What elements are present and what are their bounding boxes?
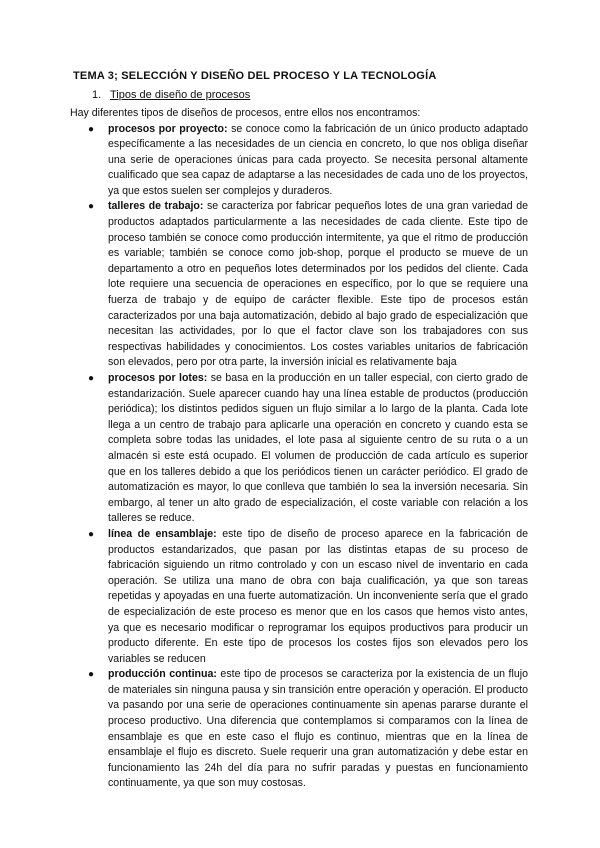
list-item-text: se basa en la producción en un taller especial, con cierto grado de estandarización. Suele aparecer cuando hay una línea estable de productos (producción periódica); los distintos pedidos siguen un flujo similar a lo largo de la planta. Cada lote llega a un centro de trabajo para aplicarle una operación en concreto y cuando esta se completa sobre todas las unidades, el lote pasa al siguiente centro de su ruta o a un almacén si este está ocupado. El volumen de producción de cada artículo es superior que en los talleres debido a que los periódicos tienen un carácter periódico. El grado de automatización es mayor, lo que conlleva que también lo sea la inversión necesaria. Sin embargo, al tener un alto grado de especialización, el coste variable con relación a los talleres se reduce. <box>108 372 529 525</box>
list-item <box>88 527 528 667</box>
list-item-term: talleres de trabajo: <box>108 200 204 213</box>
bullet-icon: ● <box>88 201 95 213</box>
list-item-term: producción continua: <box>108 668 217 681</box>
list-item <box>88 122 529 200</box>
bullet-icon: ● <box>88 373 95 384</box>
list-item-text: se conoce como la fabricación de un único producto adaptado específicamente a las necesidades de un ciencia en concreto, lo que nos obliga diseñar una serie de operaciones únicas para cada proyecto. Se necesita personal altamente cualificado que sea capaz de adaptarse a las necesidades de cada uno de los proyectos, ya que estos suelen ser complejos y duraderos. <box>108 122 529 197</box>
section-heading <box>92 88 528 102</box>
section-number: 1. <box>92 89 102 101</box>
list-item-term: procesos por lotes: <box>108 372 208 384</box>
process-type-list <box>72 122 528 793</box>
list-item <box>88 667 528 792</box>
bullet-icon: ● <box>88 123 95 135</box>
list-item-term: línea de ensamblaje: <box>108 527 217 540</box>
list-item-term: procesos por proyecto: <box>108 122 228 135</box>
list-item-text: se caracteriza por fabricar pequeños lotes de una gran variedad de productos adaptados particularmente a las necesidades de cada cliente. Este tipo de proceso también se conoce como producción intermitente, ya que el ritmo de producción es variable; también se conoce como job-shop, porque el producto se mueve de un departamento a otro en pequeños lotes determinados por los pedidos del cliente. Cada lote requiere una secuencia de operaciones en específico, por lo que se requiere una fuerza de trabajo y de equipo de carácter flexible. Este tipo de procesos están caracterizados por una baja automatización, debido al bajo grado de especialización que necesitan las actividades, por lo que el factor clave son los trabajadores con sus respectivas habilidades y conocimientos. Los costes variables unitarios de fabricación son elevados, pero por otra parte, la inversión inicial es relativamente baja <box>108 200 528 369</box>
section-label: Tipos de diseño de procesos <box>110 89 251 101</box>
list-item-text: este tipo de procesos se caracteriza por la existencia de un flujo de materiales sin ninguna pausa y sin transición entre operación y operación. El producto va pasando por una serie de operaciones continuamente sin apenas pararse durante el proceso productivo. Una diferencia que contemplamos si comparamos con la línea de ensamblaje es que en este caso el flujo es continuo, mientras que en la línea de ensamblaje el flujo es discreto. Suele requerir una gran automatización y debe estar en funcionamiento las 24h del día para no sufrir paradas y puestas en funcionamiento continuamente, ya que son muy costosas. <box>108 668 528 790</box>
intro-paragraph: Hay diferentes tipos de diseños de procesos, entre ellos nos encontramos: <box>70 107 421 119</box>
document-title: TEMA 3; SELECCIÓN Y DISEÑO DEL PROCESO Y LA TECNOLOGÍA <box>73 70 437 82</box>
list-item <box>88 371 529 527</box>
bullet-icon: ● <box>88 528 95 540</box>
list-item-text: este tipo de diseño de proceso aparece en la fabricación de productos estandarizados, que pasan por las distintas etapas de su proceso de fabricación siguiendo un ritmo controlado y con un escaso nivel de inventario en cada operación. Se utiliza una mano de obra con baja cualificación, ya que son tareas repetidas y apoyadas en una fuerte automatización. Un inconveniente sería que el grado de especialización de este proceso es menor que en los casos que hemos visto antes, ya que es necesario modificar o reprogramar los equipos productivos para producir un producto diferente. En este tipo de procesos los costes fijos son elevados pero los variables se reducen <box>108 527 528 665</box>
list-item <box>88 199 528 371</box>
bullet-icon: ● <box>88 669 95 681</box>
